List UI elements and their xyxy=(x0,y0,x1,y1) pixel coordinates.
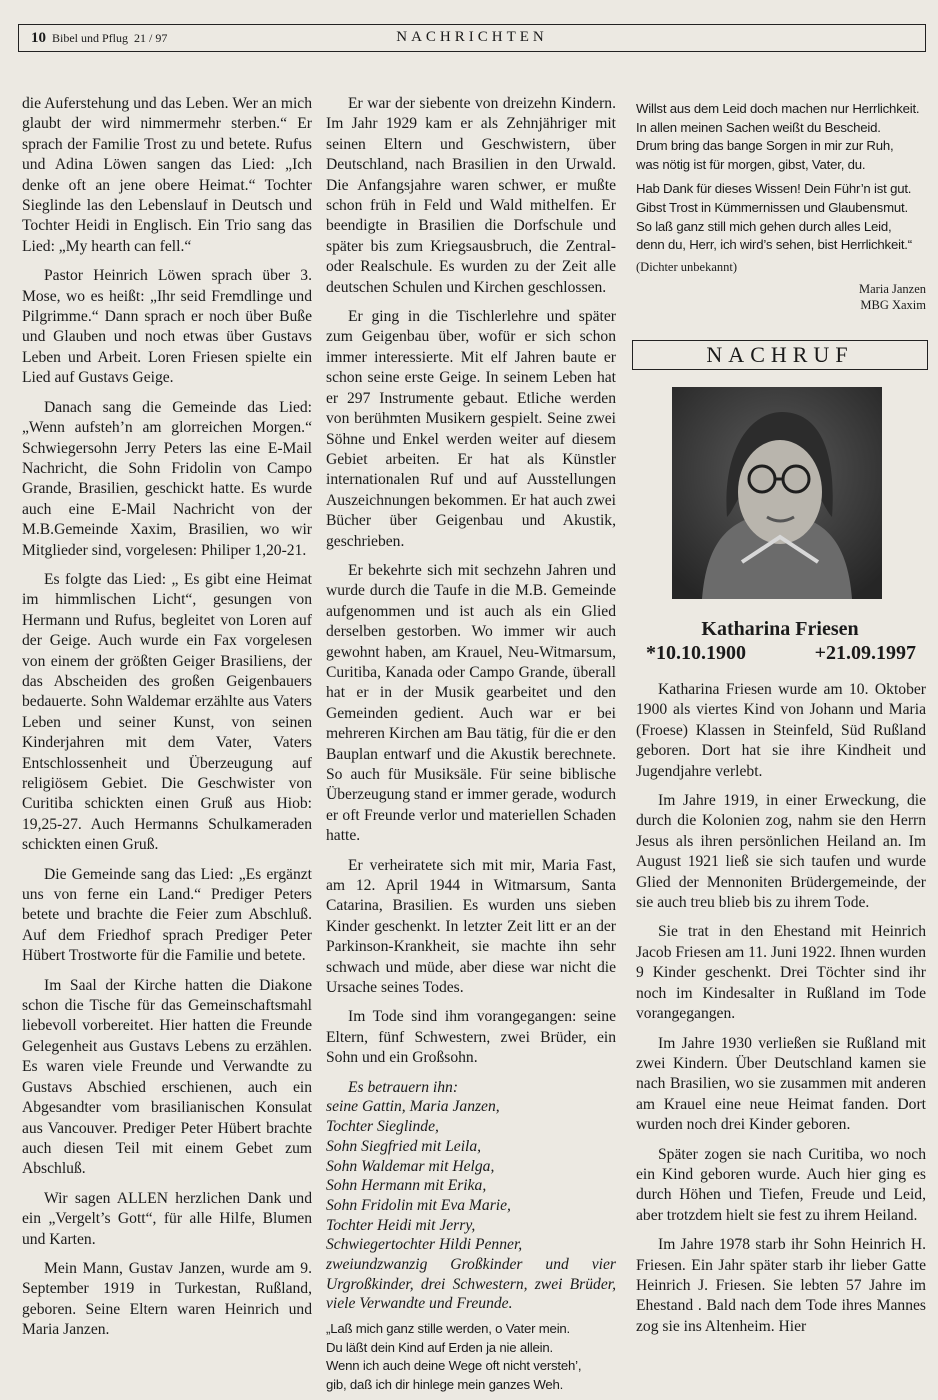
article-paragraph: Später zogen sie nach Curitiba, wo noch ein Kind geboren wurde. Auch hier ging es durch Höhen und Tiefen, Freude und Leid, aber trotzdem hielt sie fest zu ihrem Heiland. xyxy=(636,1145,926,1224)
birth-date: *10.10.1900 xyxy=(646,642,746,664)
obituary-text xyxy=(636,680,926,1346)
signature xyxy=(636,281,926,313)
publication-name: Bibel und Pflug xyxy=(52,30,129,45)
mourners-heading: Es betrauern ihn: xyxy=(348,1078,459,1096)
mourner-line: Schwiegertochter Hildi Penner, xyxy=(326,1236,523,1254)
poem-line: So laß ganz still mich gehen durch alles Leid, xyxy=(636,218,892,234)
poem-line: was nötig ist für morgen, gibst, Vater, du. xyxy=(636,156,866,172)
obituary-heading: NACHRUF xyxy=(632,340,928,370)
poem-line: denn du, Herr, ich wird’s sehen, bist Herrlichkeit.“ xyxy=(636,237,912,253)
life-dates xyxy=(646,642,916,665)
article-paragraph: Er war der siebente von dreizehn Kindern. Im Jahr 1929 kam er als Zehnjähriger mit seinen Eltern und Geschwistern, über Deutschland, nach Brasilien in den Urwald. Die Anfangsjahre waren schwer, er mußte schon früh in Feld und Wald mithelfen. Er beendigte in Brasilien die Dorfschule und später bis zum Kriegsausbruch, die Zentral- oder Realschule. Es wurden zu der Zeit alle deutschen Schulen und Kirchen geschlossen. xyxy=(326,95,616,296)
deceased-name: Katharina Friesen xyxy=(701,618,859,640)
article-paragraph: Im Tode sind ihm vorangegangen: seine Eltern, fünf Schwestern, zwei Brüder, ein Sohn und ein Großsohn. xyxy=(326,1008,616,1067)
mourner-line: Tochter Heidi mit Jerry, xyxy=(326,1216,476,1234)
signature-place: MBG Xaxim xyxy=(860,298,926,313)
poem-line: Drum bring das bange Sorgen in mir zur Ruh, xyxy=(636,138,894,154)
article-paragraph: die Auferstehung und das Leben. Wer an mich glaubt der wird nimmermehr sterben.“ Er sprach der Familie Trost zu und betete. Rufus und Adina Löwen sangen das Lied: „Ich denke oft an jene obere Heimat.“ Tochter Sieglinde las den Lebenslauf in Deutsch und Tochter Heidi in Englisch. Ein Trio sang das Lied: „My hearth can fell.“ xyxy=(22,95,312,255)
article-paragraph: Wir sagen ALLEN herzlichen Dank und ein „Vergelt’s Gott“, für alle Hilfe, Blumen und Karten. xyxy=(22,1189,312,1248)
article-paragraph: Pastor Heinrich Löwen sprach über 3. Mose, wo es heißt: „Ihr seid Fremdlinge und Pilgrimme.“ Dann sprach er noch über Buße und Glauben und noch etwas über Gustavs Leben und Arbeit. Loren Friesen spielte ein Lied auf Gustavs Geige. xyxy=(22,267,312,387)
article-paragraph: Sie trat in den Ehestand mit Heinrich Jacob Friesen am 11. Juni 1922. Ihnen wurden 9 Kinder geschenkt. Drei Töchter sind ihr noch im Kindesalter in Rußland im Tode vorangegangen. xyxy=(636,923,927,1023)
mourner-line: Tochter Sieglinde, xyxy=(326,1118,439,1136)
mourner-line: Sohn Waldemar mit Helga, xyxy=(326,1157,495,1175)
article-paragraph: Er verheiratete sich mit mir, Maria Fast, am 12. April 1944 in Witmarsum, Santa Catarina, Brasilien. Es wurden uns sieben Kinder geschenkt. In letzter Zeit litt er an der Parkinson-Krankheit, sie machte ihn sehr schwach und müde, aber diese war nicht die Ursache seines Todes. xyxy=(326,856,616,997)
portrait-photo xyxy=(672,387,882,599)
article-paragraph: Im Saal der Kirche hatten die Diakone schon die Tische für das Gemeinschaftsmahl liebevoll vorbereitet. Hier hatten die Freunde Gelegenheit aus Gustavs Lebens zu erzählen. Es waren viele Freunde und Verwandte zu Gustavs Abschied erschienen, auch ein Abgesandter vom brasilianischen Konsulat aus Vancouver. Prediger Peter Hübert brachte auch diesen Teil mit einem Gebet zum Abschluß. xyxy=(22,976,312,1178)
poem-line: Hab Dank für dieses Wissen! Dein Führ’n ist gut. xyxy=(636,181,912,197)
mourner-line: Sohn Siegfried mit Leila, xyxy=(326,1137,482,1155)
mourner-line: Sohn Hermann mit Erika, xyxy=(326,1177,487,1195)
poem-verse xyxy=(326,1320,616,1394)
article-paragraph: Im Jahre 1919, in einer Erweckung, die durch die Kolonien zog, nahm sie den Herrn Jesus als ihren persönlichen Heiland an. Im August 1921 ließ sie sich taufen und wurde Glied der Mennoniten Brüdergemeinde, der sie auch treu blieb bis zu ihrem Tode. xyxy=(636,792,926,912)
mourner-line: seine Gattin, Maria Janzen, xyxy=(326,1098,500,1116)
column-1 xyxy=(22,94,312,1350)
poem-line: Gibst Trost in Kümmernissen und Glaubensmut. xyxy=(636,199,908,215)
portrait-image xyxy=(672,387,882,599)
mourner-line: Sohn Fridolin mit Eva Marie, xyxy=(326,1196,511,1214)
section-title: NACHRICHTEN xyxy=(396,29,548,45)
article-paragraph: Danach sang die Gemeinde das Lied: „Wenn aufsteh’n am glorreichen Morgen.“ Schwiegersohn Jerry Peters las eine E-Mail Nachricht, die Sohn Fridolin von Campo Grande, Brasilien, geschickt hatte. Es wurde auch eine E-Mail Nachricht von der M.B.Gemeinde Xaxim, Brasilien, wo wir Mitglieder sind, vorgelesen: Philiper 1,20-21. xyxy=(22,398,312,559)
poem-line: Du läßt dein Kind auf Erden ja nie allein. xyxy=(326,1339,553,1355)
article-paragraph: Im Jahre 1978 starb ihr Sohn Heinrich H. Friesen. Ein Jahr später starb ihr lieber Gatte Heinrich J. Friesen. Sie lebten 57 Jahre im Ehestand . Bald nach dem Tode ihres Mannes zog sie ins Altenheim. Hier xyxy=(636,1236,926,1335)
article-paragraph: Die Gemeinde sang das Lied: „Es ergänzt uns von ferne ein Land.“ Prediger Peters betete und brachte die Feier zum Abschluß. Auf dem Friedhof sprach Prediger Peter Hübert Trostworte für die Familie und betete. xyxy=(22,865,312,965)
mourner-line: zweiundzwanzig Großkinder und vier Urgroßkinder, drei Schwestern, zwei Brüder, viele Verwandte und Freunde. xyxy=(326,1256,616,1313)
column-3-top xyxy=(636,100,926,313)
death-date: +21.09.1997 xyxy=(814,642,916,664)
poem-author-note: (Dichter unbekannt) xyxy=(636,259,738,274)
mourners-list xyxy=(326,1078,616,1314)
poem-verse xyxy=(636,100,926,174)
poem-line: In allen meinen Sachen weißt du Bescheid. xyxy=(636,119,881,135)
issue-number: 21 / 97 xyxy=(134,30,168,45)
article-paragraph: Im Jahre 1930 verließen sie Rußland mit zwei Kindern. Über Deutschland kamen sie nach Brasilien, wo sie zusammen mit anderen am Krauel eine neue Heimat fanden. Dort wurden noch drei Kinder geboren. xyxy=(636,1034,926,1134)
column-2 xyxy=(326,94,616,1395)
signature-name: Maria Janzen xyxy=(859,282,926,297)
poem-line: Willst aus dem Leid doch machen nur Herrlichkeit. xyxy=(636,101,920,116)
article-paragraph: Katharina Friesen wurde am 10. Oktober 1900 als viertes Kind von Johann und Maria (Froese) Klassen in Steinfeld, Süd Rußland geboren. Dort hat sie ihre Kindheit und Jugendjahre verlebt. xyxy=(636,681,926,780)
article-paragraph: Er ging in die Tischlerlehre und später zum Geigenbau über, wofür er sich schon immer interessierte. Mit elf Jahren baute er schon seine erste Geige. In seinem Leben hat er 297 Instrumente gebaut. Etliche werden von berühmten Musikern gespielt. Seine zwei Söhne und Enkel werden weiter auf diesem Gebiet arbeiten. Er hat als Künstler internationalen Ruf und auf Ausstellungen Auszeichnungen bekommen. Er hat auch zwei Bücher über Geigenbau und Akustik, geschrieben. xyxy=(326,308,616,550)
poem-line: Wenn ich auch deine Wege oft nicht versteh’, xyxy=(326,1358,582,1374)
poem-line: gib, daß ich dir hinlege mein ganzes Weh. xyxy=(326,1376,564,1392)
poem-verse xyxy=(636,180,926,254)
page-number: 10 xyxy=(31,29,46,46)
poem-line: „Laß mich ganz stille werden, o Vater mein. xyxy=(326,1321,571,1337)
page-header xyxy=(18,24,926,52)
article-paragraph: Er bekehrte sich mit sechzehn Jahren und wurde durch die Taufe in die M.B. Gemeinde aufgenommen und ist auch als ein Glied derselben gestorben. Wo immer wir auch gewohnt haben, am Krauel, Neu-Witmarsum, Curitiba, Kanada oder Campo Grande, überall hat er in der Musik gearbeitet und den Gemeinden gedient. Auch war er bei mehreren Kirchen am Bau tätig, für die er den Bauplan entwarf und die Akustik berechnete. So auch für Musiksäle. Für seine biblische Überzeugung stand er immer gerade, wodurch er oft Freunde verlor und materiellen Schaden hatte. xyxy=(326,561,616,845)
article-paragraph: Es folgte das Lied: „ Es gibt eine Heimat im himmlischen Licht“, gesungen von Hermann und Rufus, begleitet von Loren auf der Geige. Auch wurde ein Fax vorgelesen von einem der größten Geiger Brasiliens, der das Abscheiden des großen Geigenbauers bedauerte. Sohn Waldemar erzählte aus Vaters Leben und seiner Kunst, von seinen Kinderjahren mit dem Vater, Vaters Entschlossenheit und Überzeugung auf religiösem Gebiet. Die Geschwister von Curitiba schickten einen Gruß aus Hiob: 19,25-27. Auch Hermanns Schulkameraden schickten einen Gruß. xyxy=(22,570,312,854)
article-paragraph: Mein Mann, Gustav Janzen, wurde am 9. September 1919 in Turkestan, Rußland, geboren. Seine Eltern waren Heinrich und Maria Janzen. xyxy=(22,1259,312,1339)
